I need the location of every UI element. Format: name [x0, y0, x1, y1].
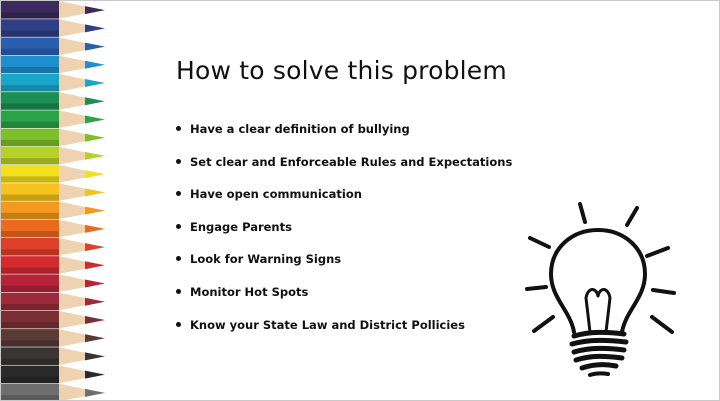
pencil	[1, 183, 105, 201]
bullet-text: Have open communication	[190, 187, 362, 202]
pencil	[1, 37, 105, 55]
pencil	[1, 274, 105, 292]
colored-pencils-image	[1, 1, 113, 401]
bullet-dot-icon	[176, 256, 181, 261]
bullet-item	[176, 219, 512, 252]
pencil	[1, 19, 105, 37]
bullet-item	[176, 154, 512, 187]
pencil	[1, 74, 105, 92]
pencil	[1, 92, 105, 110]
bullet-item	[176, 284, 512, 317]
pencil	[1, 220, 105, 238]
bullet-item	[176, 186, 512, 219]
bullet-dot-icon	[176, 224, 181, 229]
pencil	[1, 347, 105, 365]
bullet-dot-icon	[176, 289, 181, 294]
pencil	[1, 202, 105, 220]
pencil	[1, 1, 105, 19]
bullet-text: Set clear and Enforceable Rules and Expectations	[190, 154, 513, 169]
bullet-text: Have a clear definition of bullying	[190, 122, 410, 136]
bullet-item	[176, 251, 512, 284]
bullet-dot-icon	[176, 126, 181, 131]
pencil	[1, 147, 105, 165]
pencil	[1, 293, 105, 311]
bullet-text: Engage Parents	[190, 219, 292, 234]
pencil	[1, 110, 105, 128]
pencil	[1, 329, 105, 347]
pencil	[1, 165, 105, 183]
pencil	[1, 256, 105, 274]
bullet-text: Know your State Law and District Pollicies	[190, 317, 465, 332]
bullet-item	[176, 121, 512, 154]
bullet-dot-icon	[176, 191, 181, 196]
bullet-item	[176, 317, 512, 350]
lightbulb-idea-icon	[506, 186, 706, 386]
pencil	[1, 366, 105, 384]
pencil	[1, 311, 105, 329]
bullet-dot-icon	[176, 159, 181, 164]
slide-title: How to solve this problem	[176, 56, 507, 85]
pencil	[1, 56, 105, 74]
bullet-list	[176, 121, 512, 349]
bullet-dot-icon	[176, 322, 181, 327]
pencil	[1, 129, 105, 147]
pencil	[1, 238, 105, 256]
bullet-text: Look for Warning Signs	[190, 252, 342, 267]
pencil	[1, 384, 105, 401]
bullet-text: Monitor Hot Spots	[190, 284, 309, 299]
